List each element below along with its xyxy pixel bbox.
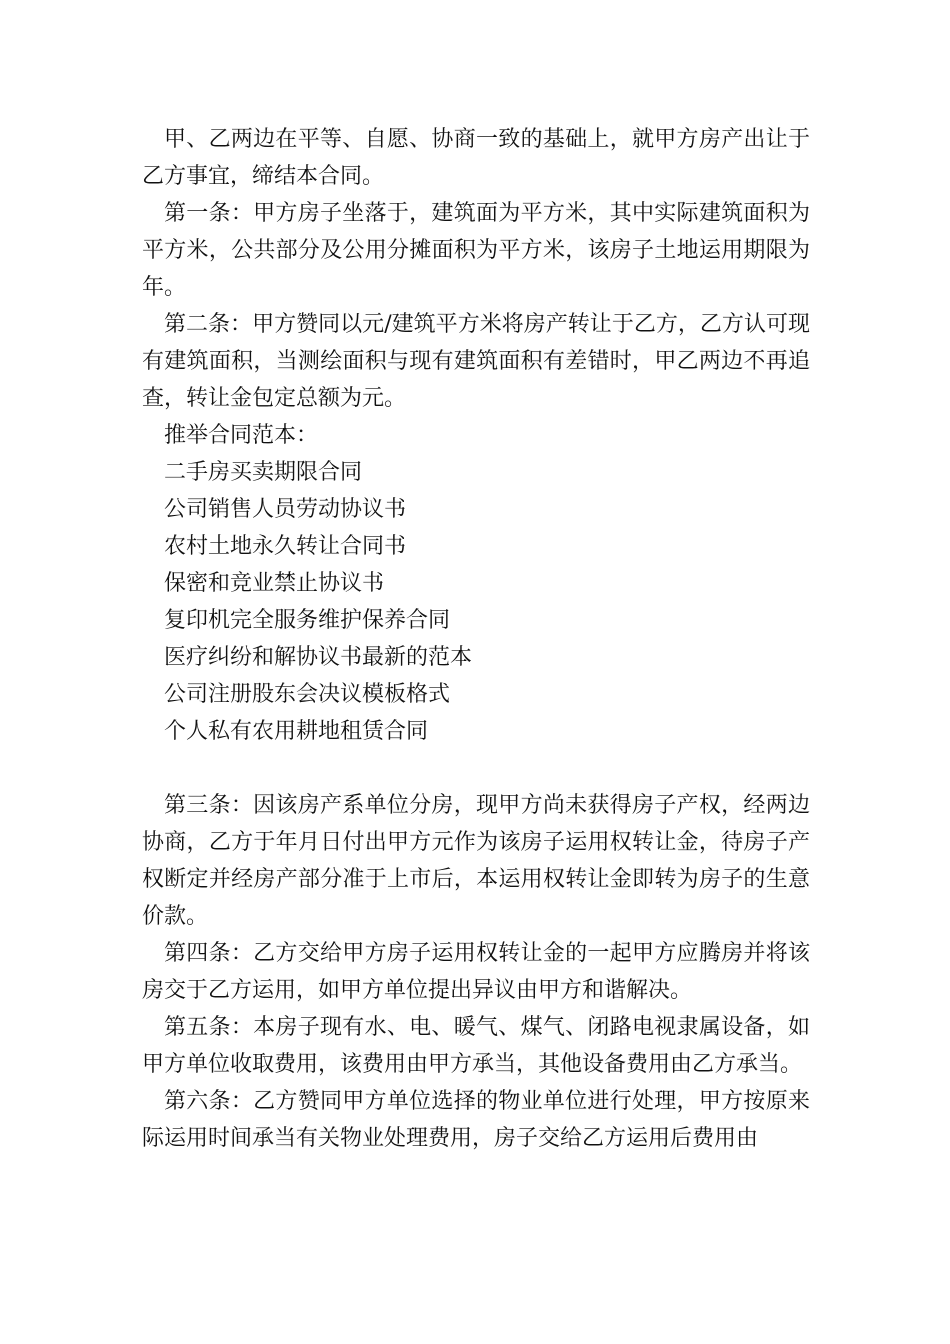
article-2-paragraph: 第二条：甲方赞同以元/建筑平方米将房产转让于乙方，乙方认可现有建筑面积，当测绘面积与现有建筑面积有差错时，甲乙两边不再追查，转让金包定总额为元。 — [142, 312, 810, 411]
recommend-heading: 推举合同范本： — [164, 423, 319, 448]
intro-paragraph: 甲、乙两边在平等、自愿、协商一致的基础上，就甲方房产出让于乙方事宜，缔结本合同。 — [142, 127, 810, 189]
article-4-paragraph: 第四条：乙方交给甲方房子运用权转让金的一起甲方应腾房并将该房交于乙方运用，如甲方单位提出异议由甲方和谐解决。 — [142, 941, 810, 1003]
recommend-link[interactable]: 复印机完全服务维护保养合同 — [164, 608, 451, 633]
recommend-link[interactable]: 保密和竞业禁止协议书 — [164, 571, 385, 596]
recommend-link[interactable]: 个人私有农用耕地租赁合同 — [164, 719, 429, 744]
recommend-link[interactable]: 农村土地永久转让合同书 — [164, 534, 407, 559]
article-6-paragraph: 第六条：乙方赞同甲方单位选择的物业单位进行处理，甲方按原来际运用时间承当有关物业处理费用，房子交给乙方运用后费用由 — [142, 1089, 810, 1151]
article-3-paragraph: 第三条：因该房产系单位分房，现甲方尚未获得房子产权，经两边协商，乙方于年月日付出甲方元作为该房子运用权转让金，待房子产权断定并经房产部分准于上市后，本运用权转让金即转为房子的生意价款。 — [142, 793, 810, 929]
article-1-paragraph: 第一条：甲方房子坐落于，建筑面为平方米，其中实际建筑面积为平方米，公共部分及公用分摊面积为平方米，该房子土地运用期限为年。 — [142, 201, 810, 300]
document-page — [142, 121, 810, 1157]
recommend-list — [142, 454, 810, 750]
recommend-link[interactable]: 二手房买卖期限合同 — [164, 460, 363, 485]
recommend-link[interactable]: 医疗纠纷和解协议书最新的范本 — [164, 645, 473, 670]
article-5-paragraph: 第五条：本房子现有水、电、暖气、煤气、闭路电视隶属设备，如甲方单位收取费用，该费用由甲方承当，其他设备费用由乙方承当。 — [142, 1015, 810, 1077]
recommend-link[interactable]: 公司销售人员劳动协议书 — [164, 497, 407, 522]
blank-line — [142, 750, 810, 787]
recommend-link[interactable]: 公司注册股东会决议模板格式 — [164, 682, 451, 707]
